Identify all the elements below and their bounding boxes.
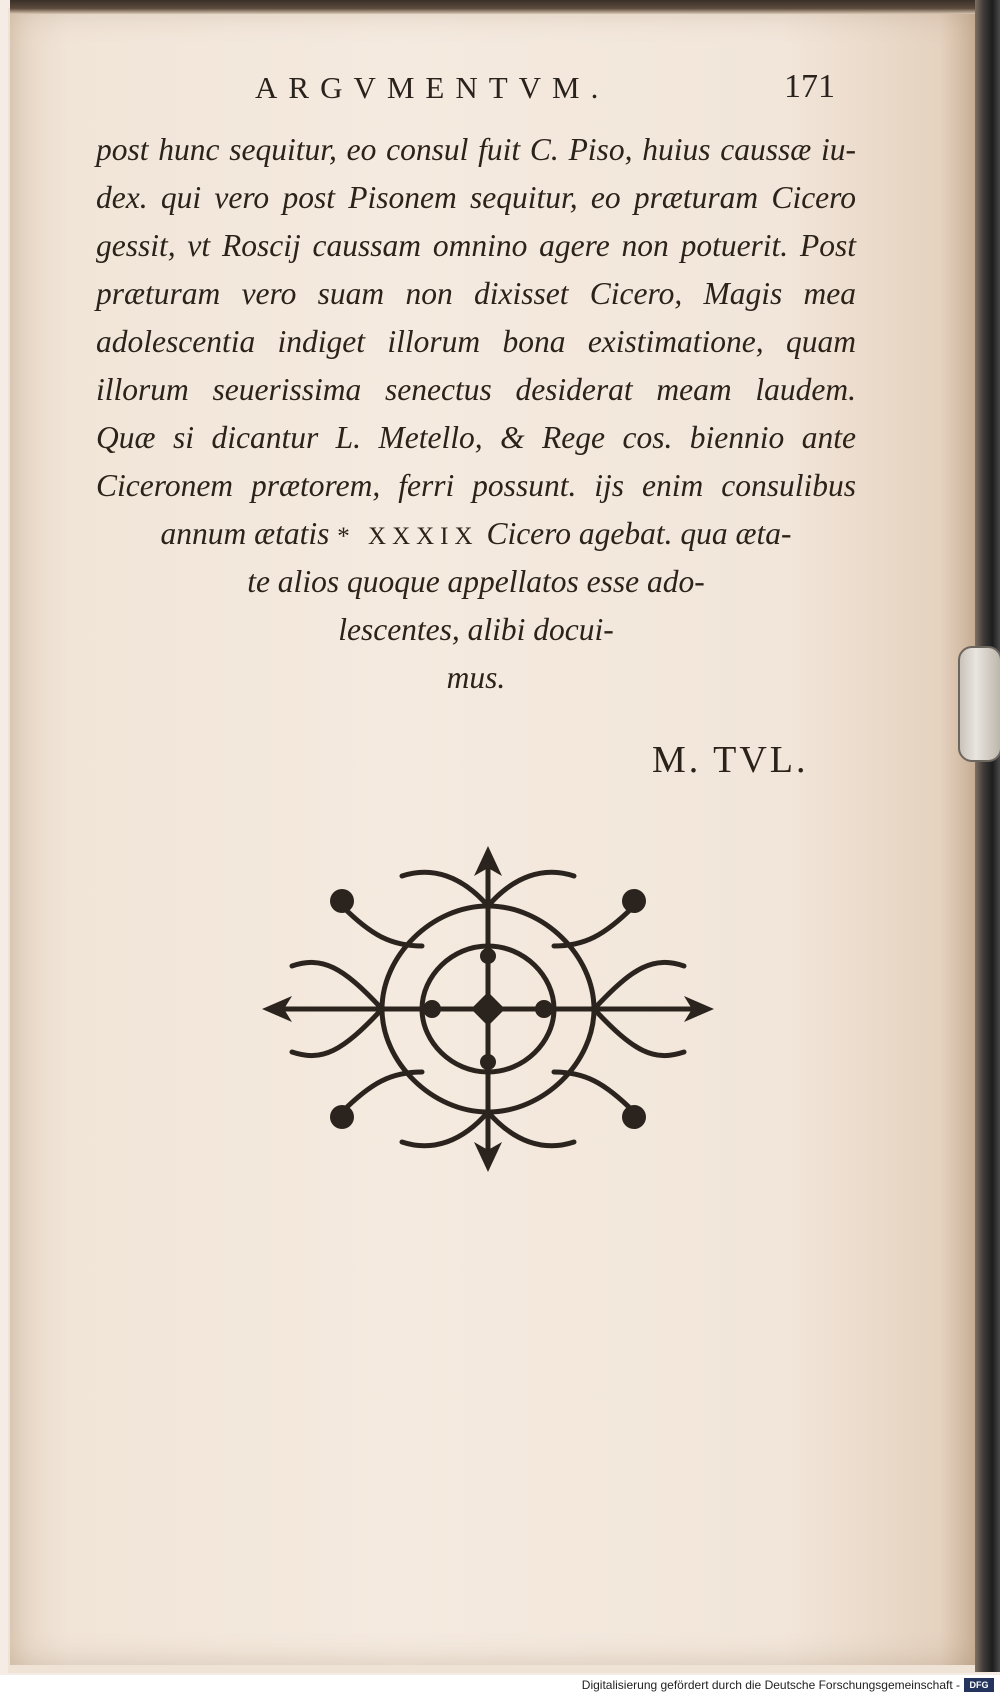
bookmark-tab	[958, 646, 1000, 762]
text-line: adolescentia indiget illorum bona existimatione, quam	[96, 324, 856, 359]
text-line: te alios quoque appellatos esse ado-	[247, 564, 705, 599]
line-part: Cicero agebat. qua æta-	[478, 516, 792, 551]
book-top-edge	[10, 0, 978, 14]
book-cover-edge	[975, 0, 1000, 1672]
dfg-logo: DFG	[964, 1678, 994, 1692]
age-numeral: * XXXIX	[337, 523, 479, 550]
footer-bar	[0, 1675, 1000, 1696]
page-number: 171	[784, 68, 835, 105]
text-line: dex. qui vero post Pisonem sequitur, eo præturam Cicero	[96, 180, 856, 215]
text-line: post hunc sequitur, eo consul fuit C. Piso, huius caussæ iu-	[96, 132, 856, 167]
text-line: præturam vero suam non dixisset Cicero, Magis mea	[96, 276, 856, 311]
text-line: illorum seuerissima senectus desiderat meam laudem.	[96, 372, 856, 407]
running-title: ARGVMENTVM.	[255, 70, 610, 105]
text-line: mus.	[446, 660, 506, 695]
text-line: Ciceronem prætorem, ferri possunt. ijs enim consulibus	[96, 468, 856, 503]
line-part: annum ætatis	[160, 516, 338, 551]
text-line: lescentes, alibi docui-	[338, 612, 614, 647]
body-text	[96, 126, 856, 702]
text-line	[96, 510, 856, 558]
printer-ornament-icon	[262, 846, 714, 1172]
catchword: M. TVL.	[652, 739, 809, 781]
text-line: gessit, vt Roscij caussam omnino agere non potuerit. Post	[96, 228, 856, 263]
digitization-credit: Digitalisierung gefördert durch die Deutsche Forschungsgemeinschaft -	[581, 1678, 960, 1692]
text-line: Quæ si dicantur L. Metello, & Rege cos. biennio ante	[96, 420, 856, 455]
